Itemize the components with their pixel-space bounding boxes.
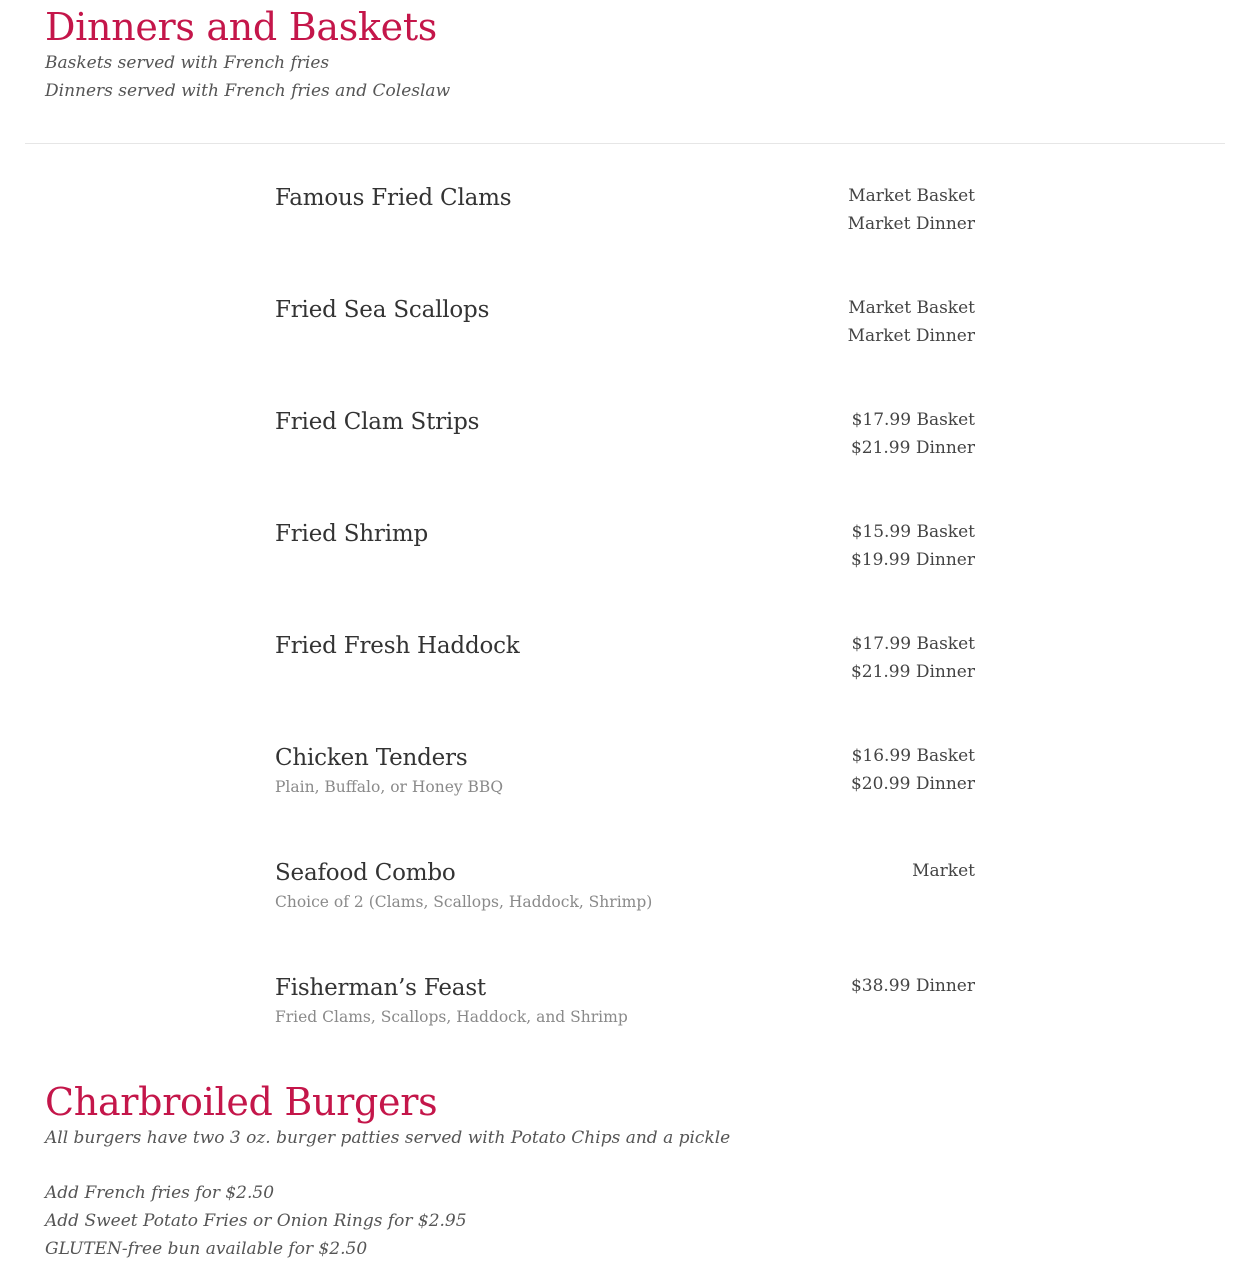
addon-fries: Add French fries for $2.50 [45, 1183, 275, 1203]
item-name: Fried Clam Strips [275, 409, 480, 435]
basket-price: Market Basket [848, 186, 975, 206]
menu-item [275, 292, 975, 404]
dinners-section-header [0, 0, 1250, 105]
item-name: Fried Shrimp [275, 521, 429, 547]
addon-gluten-free-bun: GLUTEN-free bun available for $2.50 [45, 1239, 368, 1259]
menu-item [275, 740, 975, 855]
menu-item [275, 970, 975, 1070]
item-description: Plain, Buffalo, or Honey BBQ [275, 778, 504, 796]
basket-price: $17.99 Basket [851, 410, 975, 430]
burgers-title: Charbroiled Burgers [45, 1080, 438, 1124]
basket-price: $15.99 Basket [851, 522, 975, 542]
dinner-price: $21.99 Dinner [850, 438, 975, 458]
addon-sweet-potato-onion: Add Sweet Potato Fries or Onion Rings for $2.95 [45, 1211, 467, 1231]
menu-item [275, 628, 975, 740]
burgers-section-header [0, 1080, 730, 1263]
item-description: Fried Clams, Scallops, Haddock, and Shrimp [275, 1008, 628, 1026]
basket-price: $16.99 Basket [851, 746, 975, 766]
dinners-menu-list [275, 180, 975, 1070]
item-name: Fisherman’s Feast [275, 975, 486, 1001]
dinners-note-dinners: Dinners served with French fries and Coleslaw [45, 81, 451, 101]
dinner-price: $20.99 Dinner [850, 774, 975, 794]
item-name: Seafood Combo [275, 860, 456, 886]
basket-price: Market Basket [848, 298, 975, 318]
item-name: Famous Fried Clams [275, 185, 512, 211]
menu-item [275, 516, 975, 628]
dinner-price: Market Dinner [847, 214, 975, 234]
basket-price: $17.99 Basket [851, 634, 975, 654]
dinner-price: Market Dinner [847, 326, 975, 346]
dinner-price: $21.99 Dinner [850, 662, 975, 682]
item-description: Choice of 2 (Clams, Scallops, Haddock, Shrimp) [275, 893, 653, 911]
menu-item [275, 180, 975, 292]
item-name: Chicken Tenders [275, 745, 468, 771]
dinners-title: Dinners and Baskets [45, 5, 438, 49]
dinner-price: $19.99 Dinner [850, 550, 975, 570]
item-name: Fried Fresh Haddock [275, 633, 520, 659]
menu-item [275, 855, 975, 970]
item-name: Fried Sea Scallops [275, 297, 490, 323]
market-price: Market [912, 861, 975, 881]
burgers-intro: All burgers have two 3 oz. burger patties served with Potato Chips and a pickle [45, 1128, 731, 1148]
dinner-price: $38.99 Dinner [850, 976, 975, 996]
menu-item [275, 404, 975, 516]
section-divider [25, 143, 1225, 144]
dinners-note-baskets: Baskets served with French fries [45, 53, 330, 73]
burger-addons [45, 1179, 730, 1263]
